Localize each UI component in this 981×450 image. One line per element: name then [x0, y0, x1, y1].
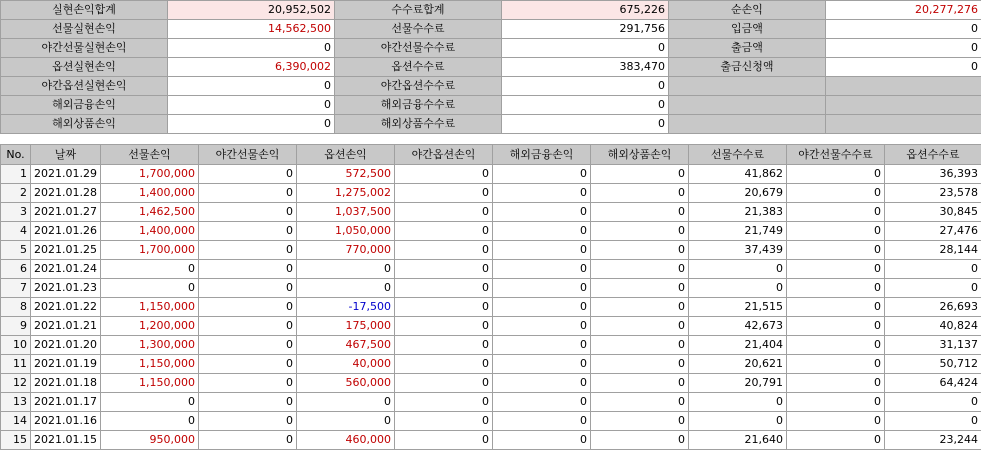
- value-cell: 467,500: [297, 336, 395, 355]
- summary-label: 야간선물수수료: [335, 39, 502, 58]
- summary-value: 0: [168, 96, 335, 115]
- row-number: 15: [1, 431, 31, 450]
- value-cell: 41,862: [689, 165, 787, 184]
- value-cell: 20,791: [689, 374, 787, 393]
- date-cell: 2021.01.17: [31, 393, 101, 412]
- summary-value: 675,226: [502, 1, 669, 20]
- table-row[interactable]: [1, 165, 981, 184]
- table-row[interactable]: [1, 336, 981, 355]
- value-cell: 64,424: [885, 374, 981, 393]
- value-cell: 0: [297, 260, 395, 279]
- table-row[interactable]: [1, 374, 981, 393]
- value-cell: 20,621: [689, 355, 787, 374]
- column-header[interactable]: 옵션수수료: [885, 145, 981, 165]
- value-cell: 0: [493, 260, 591, 279]
- summary-value: 14,562,500: [168, 20, 335, 39]
- value-cell: 0: [101, 279, 199, 298]
- value-cell: 0: [199, 336, 297, 355]
- value-cell: 0: [493, 184, 591, 203]
- value-cell: 0: [493, 412, 591, 431]
- value-cell: 1,400,000: [101, 184, 199, 203]
- value-cell: 0: [395, 260, 493, 279]
- summary-value: 0: [502, 77, 669, 96]
- value-cell: 31,137: [885, 336, 981, 355]
- value-cell: 0: [787, 222, 885, 241]
- value-cell: 0: [591, 355, 689, 374]
- value-cell: 0: [395, 203, 493, 222]
- value-cell: 0: [689, 260, 787, 279]
- column-header[interactable]: 야간선물손익: [199, 145, 297, 165]
- date-cell: 2021.01.25: [31, 241, 101, 260]
- value-cell: -17,500: [297, 298, 395, 317]
- value-cell: 0: [395, 355, 493, 374]
- summary-label: 실현손익합계: [1, 1, 168, 20]
- date-cell: 2021.01.22: [31, 298, 101, 317]
- summary-label: 해외상품손익: [1, 115, 168, 134]
- summary-row: [1, 96, 981, 115]
- value-cell: 21,640: [689, 431, 787, 450]
- value-cell: 0: [199, 203, 297, 222]
- value-cell: 0: [395, 241, 493, 260]
- summary-row: [1, 20, 981, 39]
- value-cell: 1,150,000: [101, 355, 199, 374]
- value-cell: 0: [591, 203, 689, 222]
- date-cell: 2021.01.19: [31, 355, 101, 374]
- value-cell: 0: [591, 412, 689, 431]
- value-cell: 0: [787, 431, 885, 450]
- summary-empty-cell: [826, 96, 981, 115]
- value-cell: 0: [199, 260, 297, 279]
- value-cell: 21,383: [689, 203, 787, 222]
- value-cell: 0: [689, 279, 787, 298]
- date-cell: 2021.01.29: [31, 165, 101, 184]
- value-cell: 0: [591, 336, 689, 355]
- value-cell: 0: [493, 336, 591, 355]
- value-cell: 0: [787, 260, 885, 279]
- value-cell: 0: [297, 412, 395, 431]
- summary-label: 선물수수료: [335, 20, 502, 39]
- value-cell: 0: [199, 393, 297, 412]
- summary-empty-cell: [669, 96, 826, 115]
- value-cell: 23,244: [885, 431, 981, 450]
- table-row[interactable]: [1, 203, 981, 222]
- value-cell: 1,150,000: [101, 374, 199, 393]
- value-cell: 21,749: [689, 222, 787, 241]
- value-cell: 0: [591, 260, 689, 279]
- value-cell: 1,150,000: [101, 298, 199, 317]
- value-cell: 0: [493, 165, 591, 184]
- date-cell: 2021.01.20: [31, 336, 101, 355]
- value-cell: 770,000: [297, 241, 395, 260]
- row-number: 10: [1, 336, 31, 355]
- column-header[interactable]: 야간선물수수료: [787, 145, 885, 165]
- table-row[interactable]: [1, 298, 981, 317]
- value-cell: 40,000: [297, 355, 395, 374]
- summary-value: 0: [826, 58, 981, 77]
- value-cell: 21,515: [689, 298, 787, 317]
- value-cell: 0: [787, 165, 885, 184]
- value-cell: 1,700,000: [101, 165, 199, 184]
- value-cell: 40,824: [885, 317, 981, 336]
- summary-empty-cell: [669, 77, 826, 96]
- value-cell: 28,144: [885, 241, 981, 260]
- value-cell: 0: [493, 298, 591, 317]
- value-cell: 20,679: [689, 184, 787, 203]
- value-cell: 0: [395, 336, 493, 355]
- summary-label: 야간선물실현손익: [1, 39, 168, 58]
- value-cell: 1,050,000: [297, 222, 395, 241]
- date-cell: 2021.01.15: [31, 431, 101, 450]
- value-cell: 0: [591, 279, 689, 298]
- date-cell: 2021.01.16: [31, 412, 101, 431]
- value-cell: 0: [297, 279, 395, 298]
- value-cell: 0: [493, 203, 591, 222]
- summary-label: 야간옵션실현손익: [1, 77, 168, 96]
- value-cell: 0: [493, 355, 591, 374]
- column-header[interactable]: 해외상품손익: [591, 145, 689, 165]
- column-header[interactable]: No.: [1, 145, 31, 165]
- value-cell: 1,300,000: [101, 336, 199, 355]
- value-cell: 0: [199, 241, 297, 260]
- value-cell: 1,037,500: [297, 203, 395, 222]
- summary-value: 0: [502, 39, 669, 58]
- value-cell: 1,275,002: [297, 184, 395, 203]
- value-cell: 0: [787, 393, 885, 412]
- date-cell: 2021.01.21: [31, 317, 101, 336]
- value-cell: 0: [493, 431, 591, 450]
- table-row[interactable]: [1, 317, 981, 336]
- summary-label: 출금신청액: [669, 58, 826, 77]
- summary-value: 0: [168, 39, 335, 58]
- row-number: 13: [1, 393, 31, 412]
- value-cell: 0: [787, 412, 885, 431]
- row-number: 11: [1, 355, 31, 374]
- summary-table: [0, 0, 981, 134]
- value-cell: 0: [787, 374, 885, 393]
- table-row[interactable]: [1, 279, 981, 298]
- summary-row: [1, 115, 981, 134]
- value-cell: 460,000: [297, 431, 395, 450]
- summary-label: 선물실현손익: [1, 20, 168, 39]
- value-cell: 0: [591, 222, 689, 241]
- value-cell: 0: [395, 431, 493, 450]
- value-cell: 0: [199, 222, 297, 241]
- value-cell: 1,462,500: [101, 203, 199, 222]
- value-cell: 0: [885, 412, 981, 431]
- summary-value: 0: [826, 39, 981, 58]
- summary-value: 0: [826, 20, 981, 39]
- summary-label: 해외금융손익: [1, 96, 168, 115]
- date-cell: 2021.01.28: [31, 184, 101, 203]
- value-cell: 36,393: [885, 165, 981, 184]
- summary-value: 20,952,502: [168, 1, 335, 20]
- value-cell: 0: [591, 165, 689, 184]
- table-row[interactable]: [1, 184, 981, 203]
- value-cell: 42,673: [689, 317, 787, 336]
- column-header[interactable]: 날짜: [31, 145, 101, 165]
- value-cell: 0: [101, 260, 199, 279]
- value-cell: 0: [395, 317, 493, 336]
- value-cell: 0: [199, 374, 297, 393]
- row-number: 1: [1, 165, 31, 184]
- value-cell: 23,578: [885, 184, 981, 203]
- row-number: 3: [1, 203, 31, 222]
- date-cell: 2021.01.23: [31, 279, 101, 298]
- value-cell: 0: [395, 222, 493, 241]
- summary-row: [1, 39, 981, 58]
- value-cell: 0: [885, 393, 981, 412]
- value-cell: 0: [591, 241, 689, 260]
- value-cell: 0: [297, 393, 395, 412]
- value-cell: 0: [101, 393, 199, 412]
- value-cell: 560,000: [297, 374, 395, 393]
- daily-pnl-table: [0, 144, 981, 450]
- row-number: 7: [1, 279, 31, 298]
- value-cell: 0: [787, 203, 885, 222]
- value-cell: 0: [395, 279, 493, 298]
- summary-label: 수수료합계: [335, 1, 502, 20]
- value-cell: 0: [787, 279, 885, 298]
- value-cell: 0: [395, 184, 493, 203]
- value-cell: 0: [395, 165, 493, 184]
- column-header[interactable]: 옵션손익: [297, 145, 395, 165]
- summary-empty-cell: [826, 77, 981, 96]
- value-cell: 0: [787, 336, 885, 355]
- value-cell: 1,700,000: [101, 241, 199, 260]
- date-cell: 2021.01.24: [31, 260, 101, 279]
- value-cell: 0: [591, 317, 689, 336]
- summary-value: 0: [502, 96, 669, 115]
- table-row[interactable]: [1, 431, 981, 450]
- value-cell: 0: [787, 317, 885, 336]
- daily-header-row: [1, 145, 981, 165]
- value-cell: 0: [395, 298, 493, 317]
- value-cell: 0: [493, 393, 591, 412]
- summary-value: 0: [168, 77, 335, 96]
- value-cell: 0: [591, 374, 689, 393]
- row-number: 8: [1, 298, 31, 317]
- date-cell: 2021.01.27: [31, 203, 101, 222]
- summary-label: 옵션실현손익: [1, 58, 168, 77]
- value-cell: 30,845: [885, 203, 981, 222]
- value-cell: 1,200,000: [101, 317, 199, 336]
- value-cell: 950,000: [101, 431, 199, 450]
- value-cell: 0: [787, 355, 885, 374]
- value-cell: 0: [493, 241, 591, 260]
- value-cell: 0: [199, 165, 297, 184]
- value-cell: 572,500: [297, 165, 395, 184]
- value-cell: 0: [591, 298, 689, 317]
- row-number: 12: [1, 374, 31, 393]
- value-cell: 37,439: [689, 241, 787, 260]
- column-header[interactable]: 해외금융손익: [493, 145, 591, 165]
- value-cell: 0: [591, 431, 689, 450]
- summary-label: 해외금융수수료: [335, 96, 502, 115]
- column-header[interactable]: 선물수수료: [689, 145, 787, 165]
- value-cell: 0: [591, 393, 689, 412]
- summary-label: 야간옵션수수료: [335, 77, 502, 96]
- value-cell: 0: [787, 184, 885, 203]
- row-number: 2: [1, 184, 31, 203]
- table-row[interactable]: [1, 412, 981, 431]
- summary-row: [1, 1, 981, 20]
- table-row[interactable]: [1, 355, 981, 374]
- table-row[interactable]: [1, 393, 981, 412]
- value-cell: 0: [493, 374, 591, 393]
- value-cell: 0: [395, 393, 493, 412]
- value-cell: 0: [885, 260, 981, 279]
- date-cell: 2021.01.26: [31, 222, 101, 241]
- value-cell: 0: [199, 279, 297, 298]
- column-header[interactable]: 야간옵션손익: [395, 145, 493, 165]
- column-header[interactable]: 선물손익: [101, 145, 199, 165]
- row-number: 14: [1, 412, 31, 431]
- value-cell: 1,400,000: [101, 222, 199, 241]
- value-cell: 0: [885, 279, 981, 298]
- summary-empty-cell: [826, 115, 981, 134]
- value-cell: 0: [101, 412, 199, 431]
- value-cell: 27,476: [885, 222, 981, 241]
- summary-value: 6,390,002: [168, 58, 335, 77]
- summary-row: [1, 58, 981, 77]
- table-row[interactable]: [1, 222, 981, 241]
- value-cell: 26,693: [885, 298, 981, 317]
- summary-value: 0: [502, 115, 669, 134]
- date-cell: 2021.01.18: [31, 374, 101, 393]
- value-cell: 0: [787, 298, 885, 317]
- value-cell: 0: [199, 412, 297, 431]
- value-cell: 0: [689, 393, 787, 412]
- value-cell: 0: [199, 317, 297, 336]
- value-cell: 175,000: [297, 317, 395, 336]
- summary-row: [1, 77, 981, 96]
- summary-label: 해외상품수수료: [335, 115, 502, 134]
- value-cell: 0: [395, 374, 493, 393]
- value-cell: 0: [395, 412, 493, 431]
- table-row[interactable]: [1, 241, 981, 260]
- value-cell: 0: [199, 431, 297, 450]
- summary-label: 옵션수수료: [335, 58, 502, 77]
- value-cell: 0: [493, 317, 591, 336]
- value-cell: 0: [689, 412, 787, 431]
- value-cell: 0: [591, 184, 689, 203]
- summary-value: 20,277,276: [826, 1, 981, 20]
- table-row[interactable]: [1, 260, 981, 279]
- value-cell: 0: [199, 184, 297, 203]
- value-cell: 0: [493, 279, 591, 298]
- row-number: 4: [1, 222, 31, 241]
- row-number: 9: [1, 317, 31, 336]
- summary-label: 출금액: [669, 39, 826, 58]
- summary-value: 0: [168, 115, 335, 134]
- summary-value: 383,470: [502, 58, 669, 77]
- summary-value: 291,756: [502, 20, 669, 39]
- value-cell: 0: [787, 241, 885, 260]
- row-number: 5: [1, 241, 31, 260]
- value-cell: 0: [199, 298, 297, 317]
- value-cell: 50,712: [885, 355, 981, 374]
- row-number: 6: [1, 260, 31, 279]
- summary-empty-cell: [669, 115, 826, 134]
- value-cell: 0: [199, 355, 297, 374]
- summary-label: 입금액: [669, 20, 826, 39]
- summary-label: 순손익: [669, 1, 826, 20]
- value-cell: 0: [493, 222, 591, 241]
- value-cell: 21,404: [689, 336, 787, 355]
